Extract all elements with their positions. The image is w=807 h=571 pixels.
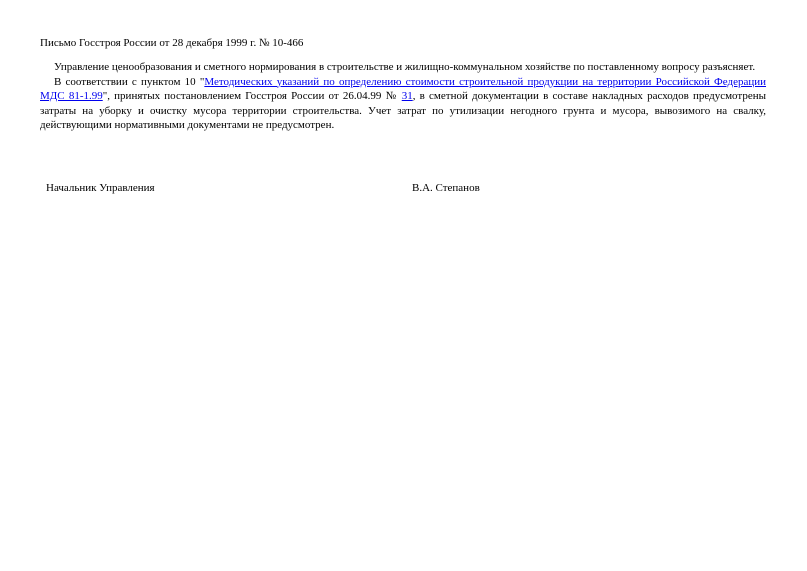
document-title: Письмо Госстроя России от 28 декабря 1999 г. № 10-466 [40, 37, 304, 49]
paragraph-main [40, 75, 766, 133]
link-resolution-31[interactable]: 31 [401, 90, 413, 102]
paragraph-main-text-2: ", принятых постановлением Госстроя России от 26.04.99 № [102, 90, 402, 102]
link-methodical-guidelines[interactable]: Методических указаний по определению стоимости строительной продукции на территории Российской Федерации МДС 81-1.99 [40, 75, 767, 102]
signature-position: Начальник Управления [46, 182, 155, 194]
signature-name: В.А. Степанов [412, 182, 480, 194]
paragraph-intro [40, 60, 766, 75]
paragraph-main-text-3: , в сметной документации в составе накладных расходов предусмотрены затраты на уборку и очистку мусора территории строительства. Учет затрат по утилизации негодного грунта и мусора, вывозимого на свалку, действующими нормативными документами не предусмотрен. [40, 90, 766, 131]
paragraph-main-text-1: В соответствии с пунктом 10 " [54, 75, 205, 88]
document-body [40, 36, 767, 194]
signature-block [40, 181, 766, 195]
paragraph-intro-text: Управление ценообразования и сметного нормирования в строительстве и жилищно-коммунальном хозяйстве по поставленному вопросу разъясняет. [54, 61, 756, 73]
